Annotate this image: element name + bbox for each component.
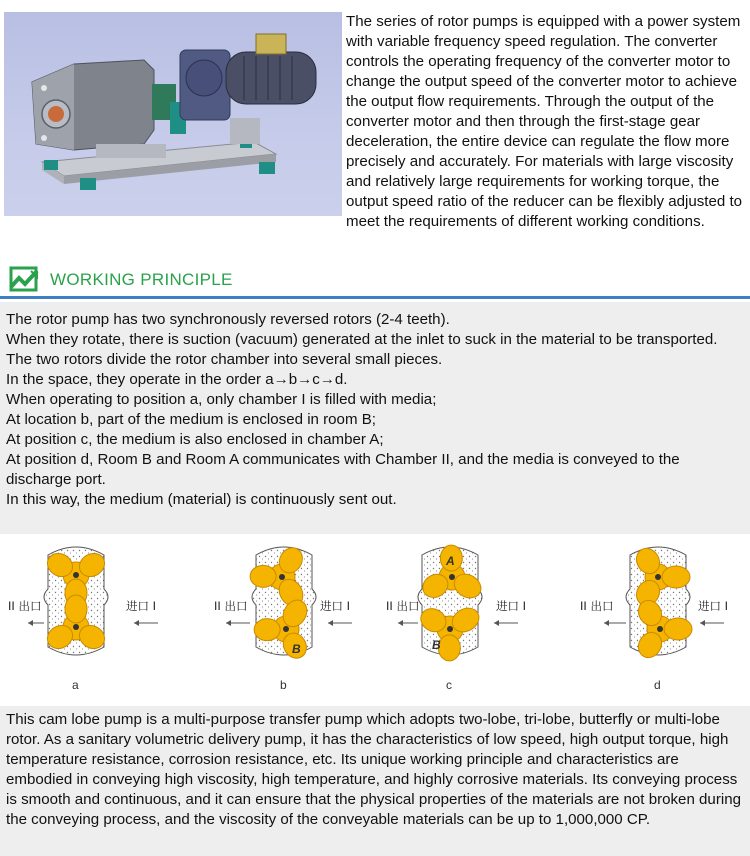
principle-line: At position c, the medium is also enclosed in chamber A; [6, 431, 384, 448]
diagram-panel-c [386, 537, 526, 692]
principle-section [0, 302, 750, 534]
principle-line: When they rotate, there is suction (vacuum) generated at the inlet to suck in the material to be transported. [6, 331, 718, 348]
outlet-label: II 出口 [386, 599, 420, 613]
inlet-label: 进口 I [698, 599, 729, 613]
principle-line: The two rotors divide the rotor chamber into several small pieces. [6, 351, 443, 368]
principle-line: The rotor pump has two synchronously reversed rotors (2-4 teeth). [6, 311, 450, 328]
principle-line: In this way, the medium (material) is continuously sent out. [6, 491, 397, 508]
panel-caption: a [72, 678, 79, 692]
principle-line: At location b, part of the medium is enclosed in room B; [6, 411, 376, 428]
principle-line: In the space, they operate in the order a→b→c→d. [6, 371, 348, 388]
inlet-label: 进口 I [496, 599, 527, 613]
summary-paragraph: This cam lobe pump is a multi-purpose transfer pump which adopts two-lobe, tri-lobe, butterfly or multi-lobe rotor. As a sanitary volumetric delivery pump, it has the characteristics of low speed, high output torque, high temperature resistance, corrosion resistance, etc. Its unique working principle and characteristics are embodied in conveying high viscosity, high temperature, and highly corrosive materials. Its conveying process is smooth and continuous, and it can ensure that the physical properties of the materials are not broken during the conveying process, and the viscosity of the conveyable materials can be up to 1,000,000 CP. [6, 711, 741, 828]
panel-caption: c [446, 678, 452, 692]
principle-line: At position d, Room B and Room A communicates with Chamber II, and the media is conveyed to the discharge port. [6, 451, 680, 488]
diagram-panel-d [580, 544, 728, 692]
chart-logo-icon [8, 263, 40, 295]
section-divider [0, 296, 750, 299]
outlet-label: II 出口 [580, 599, 614, 613]
intro-paragraph: The series of rotor pumps is equipped with a power system with variable frequency speed regulation. The converter controls the operating frequency of the converter motor to change the output speed of the converter motor to achieve the output flow requirements. Through the output of the converter motor and then through the first-stage gear deceleration, the entire device can regulate the flow more precisely and accurately. For materials with large viscosity and relatively large requirements for working torque, the output speed ratio of the reducer can be flexibly adjusted to meet the requirements of different working conditions. [346, 13, 743, 230]
rotor-pump-illustration [4, 12, 342, 216]
principle-line: When operating to position a, only chamber I is filled with media; [6, 391, 437, 408]
chamber-marker: A [446, 554, 455, 568]
diagram-panel-a [8, 547, 158, 692]
diagram-panel-b [214, 538, 352, 692]
intro-section [0, 0, 750, 255]
outlet-label: II 出口 [8, 599, 42, 613]
chamber-marker: B [292, 642, 301, 656]
inlet-label: 进口 I [126, 599, 157, 613]
summary-section [0, 706, 750, 856]
inlet-label: 进口 I [320, 599, 351, 613]
outlet-label: II 出口 [214, 599, 248, 613]
panel-caption: d [654, 678, 661, 692]
rotor-diagram-svg [0, 537, 750, 705]
rotor-pump-image [4, 12, 342, 216]
chamber-marker: B [432, 638, 441, 652]
principle-text [6, 310, 746, 510]
section-title: WORKING PRINCIPLE [50, 270, 233, 289]
rotor-diagrams [0, 537, 750, 705]
panel-caption: b [280, 678, 287, 692]
